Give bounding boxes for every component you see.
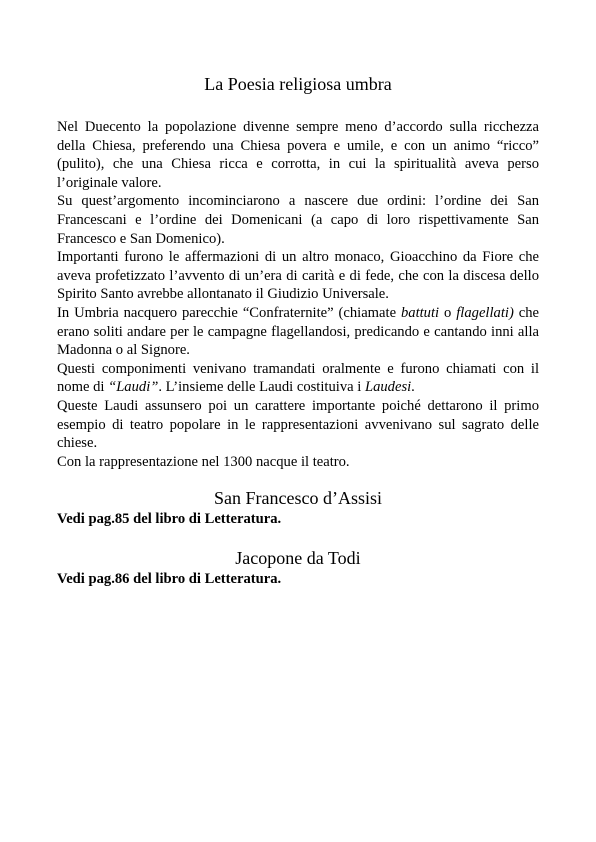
italic-term: battuti xyxy=(400,304,440,321)
italic-term: Laudesi xyxy=(364,379,412,396)
paragraph xyxy=(57,304,539,360)
document-title: La Poesia religiosa umbra xyxy=(204,74,392,94)
paragraph-text: Questi componimenti venivano tramandati oralmente e furono chiamati con il nome di xyxy=(57,360,539,396)
section-heading-san-francesco: San Francesco d’Assisi xyxy=(214,488,382,508)
body-text xyxy=(57,118,539,471)
paragraph: Su quest’argomento incominciarono a nascere due ordini: l’ordine dei San Francescani e l’ordine dei Domenicani (a capo di loro rispettivamente San Francesco e San Domenico). xyxy=(57,193,539,247)
paragraph: Con la rappresentazione nel 1300 nacque il teatro. xyxy=(57,453,350,470)
paragraph-text: . L’insieme delle Laudi costituiva i xyxy=(158,379,365,396)
italic-term: flagellati) xyxy=(456,304,514,321)
paragraph xyxy=(57,360,539,397)
section-reference: Vedi pag.85 del libro di Letteratura. xyxy=(57,511,282,527)
paragraph-text: che erano soliti andare per le campagne flagellandosi, predicando e cantando inni alla Madonna o al Signore. xyxy=(57,304,539,359)
paragraph-text: o xyxy=(439,304,457,321)
paragraph-text: In Umbria nacquero parecchie “Confraternite” (chiamate xyxy=(57,304,401,321)
paragraph: Nel Duecento la popolazione divenne sempre meno d’accordo sulla ricchezza della Chiesa, preferendo una Chiesa povera e umile, e con un animo “ricco” (pulito), che una Chiesa ricca e corrotta, in cui la spiritualità aveva perso l’originale valore. xyxy=(57,119,539,191)
section-reference: Vedi pag.86 del libro di Letteratura. xyxy=(57,571,282,587)
paragraph: Queste Laudi assunsero poi un carattere importante poiché dettarono il primo esempio di teatro popolare in le rappresentazioni avvenivano sul sagrato delle chiese. xyxy=(57,397,539,452)
section-heading-jacopone: Jacopone da Todi xyxy=(235,548,361,568)
italic-term: “Laudi” xyxy=(108,379,159,396)
paragraph-text: . xyxy=(411,379,415,396)
paragraph: Importanti furono le affermazioni di un altro monaco, Gioacchino da Fiore che aveva profetizzato l’avvento di un’era di carità e di fede, che con la discesa dello Spirito Santo avrebbe allontanato il Giudizio Universale. xyxy=(57,249,539,303)
